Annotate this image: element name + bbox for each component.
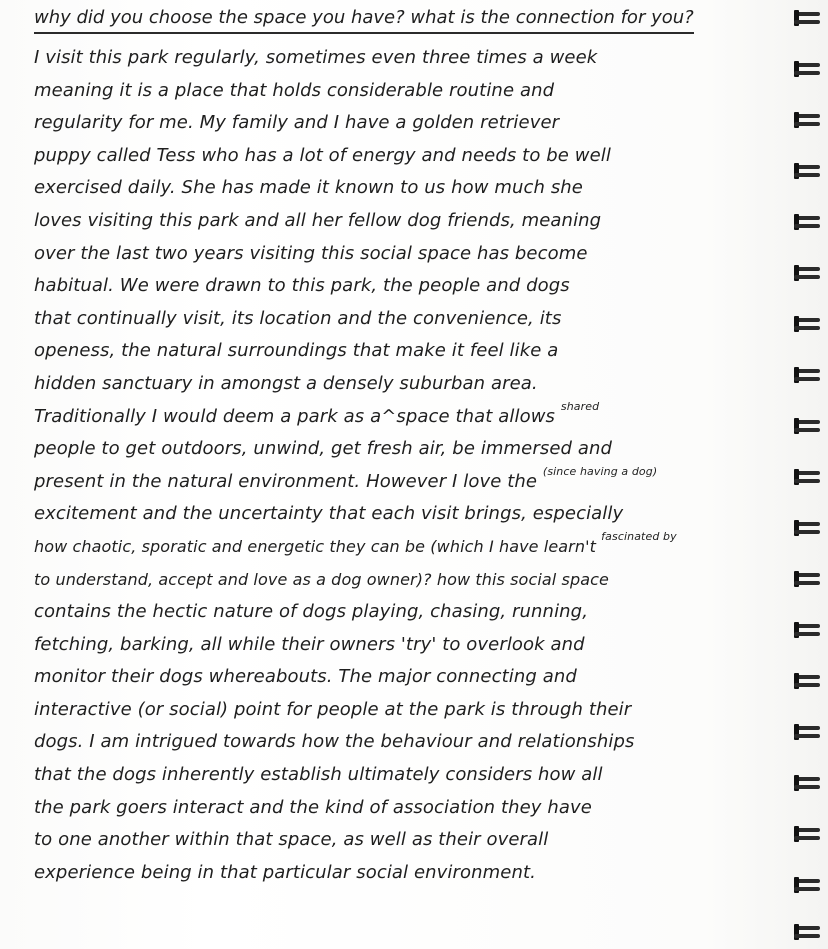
binding-ring [794, 112, 820, 128]
text-segment: how chaotic, sporatic and energetic they can be (which I have learn't [34, 536, 596, 556]
binding-ring [794, 367, 820, 383]
binding-ring [794, 418, 820, 434]
text-line: exercised daily. She has made it known to us how much she [34, 177, 583, 199]
inserted-note: fascinated by [601, 529, 677, 543]
binding-ring [794, 924, 820, 940]
binding-ring [794, 214, 820, 230]
text-line: excitement and the uncertainty that each visit brings, especially [34, 503, 624, 525]
text-line-with-insertion [34, 401, 786, 434]
binding-ring [794, 265, 820, 281]
text-line: interactive (or social) point for people at the park is through their [34, 698, 632, 720]
binding-ring [794, 775, 820, 791]
inserted-note: (since having a dog) [542, 464, 658, 478]
text-line: hidden sanctuary in amongst a densely suburban area. [34, 372, 538, 394]
binding-ring [794, 520, 820, 536]
text-line-with-insertion [34, 466, 786, 499]
text-line: that continually visit, its location and the convenience, its [34, 307, 562, 329]
text-line: to one another within that space, as well as their overall [34, 829, 549, 851]
text-line: fetching, barking, all while their owners 'try' to overlook and [34, 633, 585, 655]
text-line: that the dogs inherently establish ultimately considers how all [34, 764, 603, 786]
text-line: over the last two years visiting this social space has become [34, 242, 588, 264]
binding-ring [794, 673, 820, 689]
text-line: monitor their dogs whereabouts. The major connecting and [34, 666, 577, 688]
text-line: experience being in that particular social environment. [34, 861, 536, 883]
handwritten-text [34, 6, 786, 889]
text-line: to understand, accept and love as a dog owner)? how this social space [34, 569, 609, 589]
binding-ring [794, 61, 820, 77]
answer-paragraph [34, 42, 786, 889]
text-line: habitual. We were drawn to this park, the people and dogs [34, 275, 570, 297]
text-line: regularity for me. My family and I have a golden retriever [34, 112, 560, 134]
binding-ring [794, 877, 820, 893]
text-line: people to get outdoors, unwind, get fresh air, be immersed and [34, 438, 613, 460]
text-segment: Traditionally I would deem a park as a^space that allows [34, 405, 556, 427]
text-line: puppy called Tess who has a lot of energy and needs to be well [34, 144, 611, 166]
text-line: I visit this park regularly, sometimes even three times a week [34, 47, 598, 68]
binding-ring [794, 316, 820, 332]
binding-ring [794, 826, 820, 842]
binding-ring [794, 163, 820, 179]
binding-ring [794, 10, 820, 26]
binding-ring [794, 469, 820, 485]
text-line: openess, the natural surroundings that make it feel like a [34, 340, 559, 362]
inserted-word: shared [560, 399, 600, 413]
text-line: meaning it is a place that holds considerable routine and [34, 79, 555, 101]
text-line: contains the hectic nature of dogs playing, chasing, running, [34, 601, 589, 623]
text-line-with-insertion [34, 531, 786, 564]
text-line: loves visiting this park and all her fellow dog friends, meaning [34, 209, 602, 231]
binding-ring [794, 622, 820, 638]
question-heading: why did you choose the space you have? what is the connection for you? [34, 6, 694, 34]
binding-ring [794, 571, 820, 587]
text-line: the park goers interact and the kind of association they have [34, 796, 592, 818]
text-segment: present in the natural environment. However I love the [34, 470, 538, 492]
spiral-binding [788, 0, 828, 949]
text-line: dogs. I am intrigued towards how the behaviour and relationships [34, 731, 635, 753]
binding-ring [794, 724, 820, 740]
